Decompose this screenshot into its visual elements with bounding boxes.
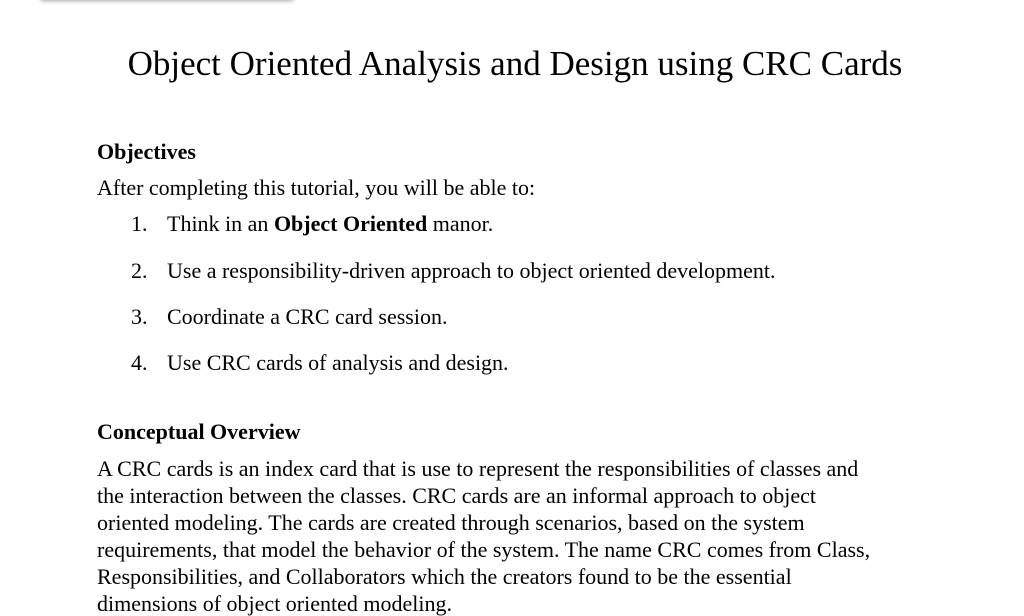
paragraph-line: requirements, that model the behavior of the system. The name CRC comes from Class, bbox=[97, 537, 871, 562]
objectives-heading: Objectives bbox=[97, 139, 196, 164]
list-item-number: 2. bbox=[131, 258, 148, 283]
paragraph-line: Responsibilities, and Collaborators which the creators found to be the essential bbox=[97, 564, 792, 589]
list-item-text-lead: Think in an bbox=[167, 211, 274, 236]
list-item-text: Use CRC cards of analysis and design. bbox=[167, 350, 509, 375]
list-item-number: 3. bbox=[131, 304, 148, 329]
overview-paragraph bbox=[97, 455, 870, 616]
paragraph-line: dimensions of object oriented modeling. bbox=[97, 591, 452, 616]
list-item-text bbox=[167, 211, 493, 237]
list-item-text: Use a responsibility-driven approach to object oriented development. bbox=[167, 258, 776, 283]
list-item-number: 1. bbox=[131, 211, 148, 236]
objectives-intro: After completing this tutorial, you will be able to: bbox=[97, 175, 536, 200]
list-item-emphasis: Object Oriented bbox=[273, 211, 428, 236]
paragraph-line: oriented modeling. The cards are created through scenarios, based on the system bbox=[97, 510, 805, 535]
list-item-text-tail: manor. bbox=[427, 211, 494, 236]
list-item-text: Coordinate a CRC card session. bbox=[167, 304, 448, 329]
list-item-number: 4. bbox=[131, 350, 148, 375]
overview-heading: Conceptual Overview bbox=[97, 419, 301, 444]
document-title: Object Oriented Analysis and Design using CRC Cards bbox=[127, 44, 903, 83]
paragraph-line: the interaction between the classes. CRC cards are an informal approach to object bbox=[97, 483, 817, 508]
paragraph-line: A CRC cards is an index card that is use to represent the responsibilities of classes and bbox=[97, 456, 859, 481]
